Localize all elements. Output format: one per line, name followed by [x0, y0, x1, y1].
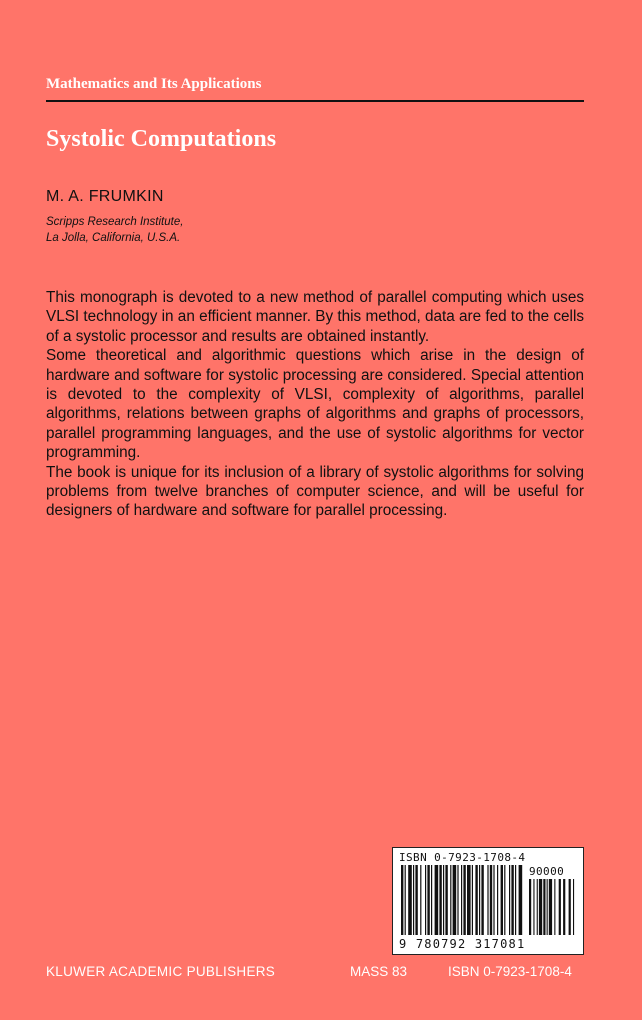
- barcode-bar: [475, 865, 477, 935]
- barcode-addon-bar: [547, 879, 548, 935]
- barcode-addon-bar: [569, 879, 571, 935]
- barcode-bar: [479, 865, 480, 935]
- barcode-bar: [497, 865, 498, 935]
- barcode-addon-bar: [573, 879, 574, 935]
- barcode-addon-digits: 90000: [529, 865, 565, 878]
- barcode-digits: 9 780792 317081: [399, 937, 526, 951]
- abstract-paragraph-2: Some theoretical and algorithmic questions which arise in the design of hardware and software for systolic processing are considered. Special attention is devoted to the complexity of VLSI, complexity of algorithms, parallel algorithms, relations between graphs of algorithms and graphs of processors, parallel programming languages, and the use of systolic algorithms for vector programming.: [46, 347, 584, 462]
- series-rule: [46, 100, 584, 102]
- barcode-addon-bar: [539, 879, 542, 935]
- barcode-addon-bar: [559, 879, 561, 935]
- barcode-bar: [439, 865, 441, 935]
- barcode-bar: [463, 865, 465, 935]
- book-title: Systolic Computations: [46, 126, 277, 152]
- barcode-bar: [408, 865, 412, 935]
- barcode-bar: [493, 865, 494, 935]
- footer-series-code: MASS 83: [350, 964, 408, 979]
- barcode-bar: [519, 865, 523, 935]
- affiliation-line-2: La Jolla, California, U.S.A.: [46, 232, 181, 244]
- barcode-bar: [501, 865, 503, 935]
- barcode-addon-bar: [543, 879, 545, 935]
- barcode-bar: [445, 865, 447, 935]
- barcode-bar: [472, 865, 473, 935]
- barcode-bars: [401, 865, 575, 937]
- barcode-addon-bar: [529, 879, 531, 935]
- barcode-bar: [487, 865, 488, 935]
- affiliation-line-1: Scripps Research Institute,: [46, 216, 184, 228]
- barcode-bar: [431, 865, 432, 935]
- barcode-bar: [511, 865, 513, 935]
- barcode-addon-bar: [563, 879, 565, 935]
- barcode-bar: [415, 865, 417, 935]
- barcode-bar: [413, 865, 414, 935]
- barcode-bar: [425, 865, 426, 935]
- barcode-bar: [401, 865, 403, 935]
- abstract-paragraph-3: The book is unique for its inclusion of a library of systolic algorithms for solving problems from twelve branches of computer science, and will be useful for designers of hardware and software for parallel processing.: [46, 463, 584, 520]
- barcode-bar: [467, 865, 471, 935]
- barcode-bar: [427, 865, 429, 935]
- abstract-paragraph-1: This monograph is devoted to a new method of parallel computing which uses VLSI technology in an efficient manner. By this method, data are fed to the cells of a systolic processor and results are obtained instantly.: [46, 289, 584, 345]
- barcode-bar: [509, 865, 510, 935]
- barcode-addon-bar: [537, 879, 538, 935]
- barcode-bar: [515, 865, 516, 935]
- barcode-bar: [405, 865, 406, 935]
- barcode-bar: [443, 865, 444, 935]
- barcode-isbn-label: ISBN 0-7923-1708-4: [399, 851, 526, 864]
- footer-isbn: ISBN 0-7923-1708-4: [448, 964, 572, 979]
- barcode-bar: [504, 865, 505, 935]
- barcode-bar: [481, 865, 483, 935]
- barcode-box: [392, 847, 584, 955]
- author-name: M. A. FRUMKIN: [46, 188, 164, 205]
- barcode-bar: [461, 865, 462, 935]
- barcode-addon-bar: [554, 879, 555, 935]
- footer-publisher: KLUWER ACADEMIC PUBLISHERS: [46, 964, 276, 979]
- abstract: [46, 288, 584, 521]
- author-affiliation: [46, 214, 183, 246]
- barcode-bar: [490, 865, 492, 935]
- barcode-bar: [457, 865, 458, 935]
- barcode-bar: [435, 865, 439, 935]
- series-name: Mathematics and Its Applications: [46, 76, 262, 92]
- barcode-bar: [420, 865, 421, 935]
- barcode-addon-bar: [533, 879, 534, 935]
- barcode-bar: [453, 865, 457, 935]
- barcode-bar: [450, 865, 451, 935]
- barcode-addon-bar: [549, 879, 552, 935]
